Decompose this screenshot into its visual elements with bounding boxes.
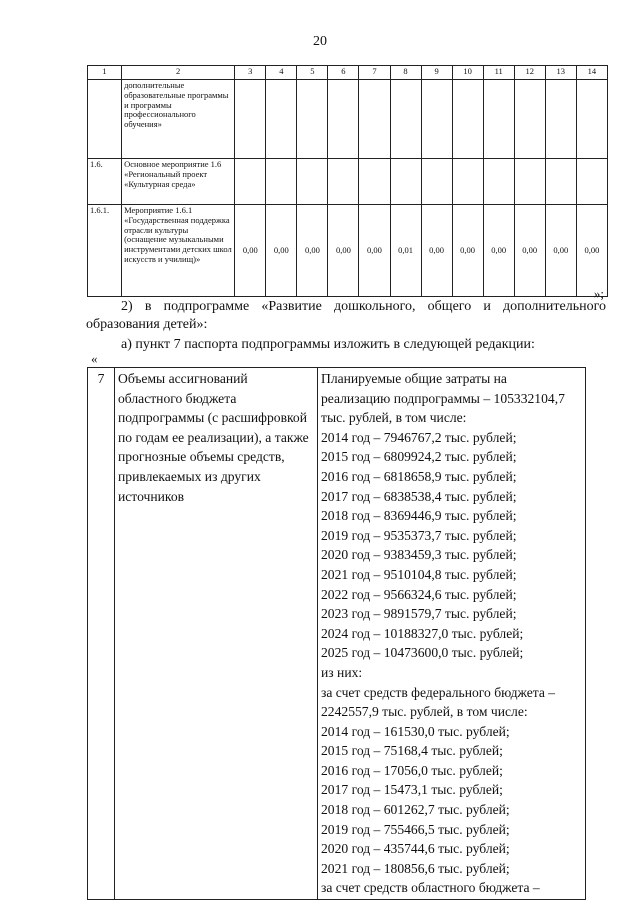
row-index [88, 80, 122, 159]
table-row [88, 205, 608, 297]
value-cell: 0,00 [421, 205, 452, 297]
paragraph-2: 2) в подпрограмме «Развитие дошкольного, общего и дополнительного образования детей»: [86, 299, 606, 332]
content-line: 2015 год – 6809924,2 тыс. рублей; [321, 449, 517, 465]
column-header: 9 [421, 66, 452, 80]
content-line: за счет средств областного бюджета – [321, 880, 540, 896]
value-cell: 0,00 [328, 205, 359, 297]
content-line: из них: [321, 664, 363, 680]
value-cell: 0,00 [359, 205, 390, 297]
value-cell: 0,00 [452, 205, 483, 297]
column-header: 13 [545, 66, 576, 80]
content-line: тыс. рублей, в том числе: [321, 410, 467, 426]
paragraph-a: а) пункт 7 паспорта подпрограммы изложить в следующей редакции: [121, 337, 535, 352]
value-cell [266, 80, 297, 159]
row-index: 1.6.1. [88, 205, 122, 297]
closing-quote: »; [593, 286, 604, 301]
value-cell [421, 159, 452, 205]
content-line: 2018 год – 8369446,9 тыс. рублей; [321, 508, 517, 524]
item-label-text: Объемы ассигнований областного бюджета подпрограммы (с расшифровкой по годам ее реализации), а также прогнозные объемы средств, привлекаемых из других источников [118, 371, 309, 504]
value-cell: 0,00 [483, 205, 514, 297]
column-header: 2 [122, 66, 235, 80]
column-header: 5 [297, 66, 328, 80]
value-cell [328, 159, 359, 205]
content-line: за счет средств федерального бюджета – [321, 684, 556, 700]
content-line: 2023 год – 9891579,7 тыс. рублей; [321, 606, 517, 622]
value-cell [421, 80, 452, 159]
value-cell: 0,00 [545, 205, 576, 297]
column-header: 1 [88, 66, 122, 80]
table-row [88, 159, 608, 205]
content-line: 2015 год – 75168,4 тыс. рублей; [321, 743, 503, 759]
content-line: 2020 год – 9383459,3 тыс. рублей; [321, 547, 517, 563]
value-cell [235, 80, 266, 159]
column-header: 10 [452, 66, 483, 80]
value-cell [359, 80, 390, 159]
column-header: 14 [576, 66, 607, 80]
value-cell [452, 80, 483, 159]
value-cell [452, 159, 483, 205]
table-row [88, 368, 586, 900]
value-cell [483, 159, 514, 205]
content-line: 2022 год – 9566324,6 тыс. рублей; [321, 586, 517, 602]
content-line: 2024 год – 10188327,0 тыс. рублей; [321, 625, 524, 641]
row-name: Мероприятие 1.6.1 «Государственная поддержка отрасли культуры (оснащение музыкальными инструментами детских школ искусств и училищ)» [122, 205, 235, 297]
value-cell [576, 159, 607, 205]
content-line: 2020 год – 435744,6 тыс. рублей; [321, 841, 510, 857]
value-cell [514, 159, 545, 205]
content-line: 2017 год – 15473,1 тыс. рублей; [321, 782, 503, 798]
content-line: 2021 год – 9510104,8 тыс. рублей; [321, 566, 517, 582]
value-cell: 0,00 [235, 205, 266, 297]
column-header: 4 [266, 66, 297, 80]
row-index: 1.6. [88, 159, 122, 205]
content-line: 2242557,9 тыс. рублей, в том числе: [321, 704, 528, 720]
value-cell: 0,00 [576, 205, 607, 297]
content-line: 2016 год – 17056,0 тыс. рублей; [321, 762, 503, 778]
value-cell [545, 159, 576, 205]
page-number: 20 [313, 34, 327, 49]
content-line: 2016 год – 6818658,9 тыс. рублей; [321, 468, 517, 484]
value-cell: 0,01 [390, 205, 421, 297]
content-line: 2018 год – 601262,7 тыс. рублей; [321, 802, 510, 818]
value-cell: 0,00 [266, 205, 297, 297]
value-cell [576, 80, 607, 159]
value-cell [328, 80, 359, 159]
value-cell [297, 80, 328, 159]
passport-table [87, 367, 586, 900]
column-header: 7 [359, 66, 390, 80]
value-cell [297, 159, 328, 205]
row-name: Основное мероприятие 1.6 «Региональный проект «Культурная среда» [122, 159, 235, 205]
funding-table-continuation [87, 65, 608, 297]
content-line: 2019 год – 9535373,7 тыс. рублей; [321, 527, 517, 543]
content-line: 2019 год – 755466,5 тыс. рублей; [321, 821, 510, 837]
row-name: дополнительные образовательные программы и программы профессионального обучения» [122, 80, 235, 159]
table-header-row [88, 66, 608, 80]
value-cell [390, 159, 421, 205]
content-line: 2025 год – 10473600,0 тыс. рублей; [321, 645, 524, 661]
content-line: 2021 год – 180856,6 тыс. рублей; [321, 860, 510, 876]
value-cell [359, 159, 390, 205]
column-header: 12 [514, 66, 545, 80]
column-header: 8 [390, 66, 421, 80]
value-cell [514, 80, 545, 159]
table-row [88, 80, 608, 159]
value-cell [483, 80, 514, 159]
content-line: Планируемые общие затраты на [321, 371, 507, 386]
item-number: 7 [88, 368, 115, 900]
value-cell [266, 159, 297, 205]
content-line: реализацию подпрограммы – 105332104,7 [321, 390, 565, 406]
content-line: 2014 год – 161530,0 тыс. рублей; [321, 723, 510, 739]
content-line: 2014 год – 7946767,2 тыс. рублей; [321, 429, 517, 445]
column-header: 3 [235, 66, 266, 80]
item-content [318, 368, 586, 900]
value-cell: 0,00 [297, 205, 328, 297]
column-header: 11 [483, 66, 514, 80]
value-cell: 0,00 [514, 205, 545, 297]
column-header: 6 [328, 66, 359, 80]
item-label [115, 368, 318, 900]
value-cell [235, 159, 266, 205]
value-cell [390, 80, 421, 159]
content-line: 2017 год – 6838538,4 тыс. рублей; [321, 488, 517, 504]
value-cell [545, 80, 576, 159]
opening-quote: « [91, 351, 98, 366]
